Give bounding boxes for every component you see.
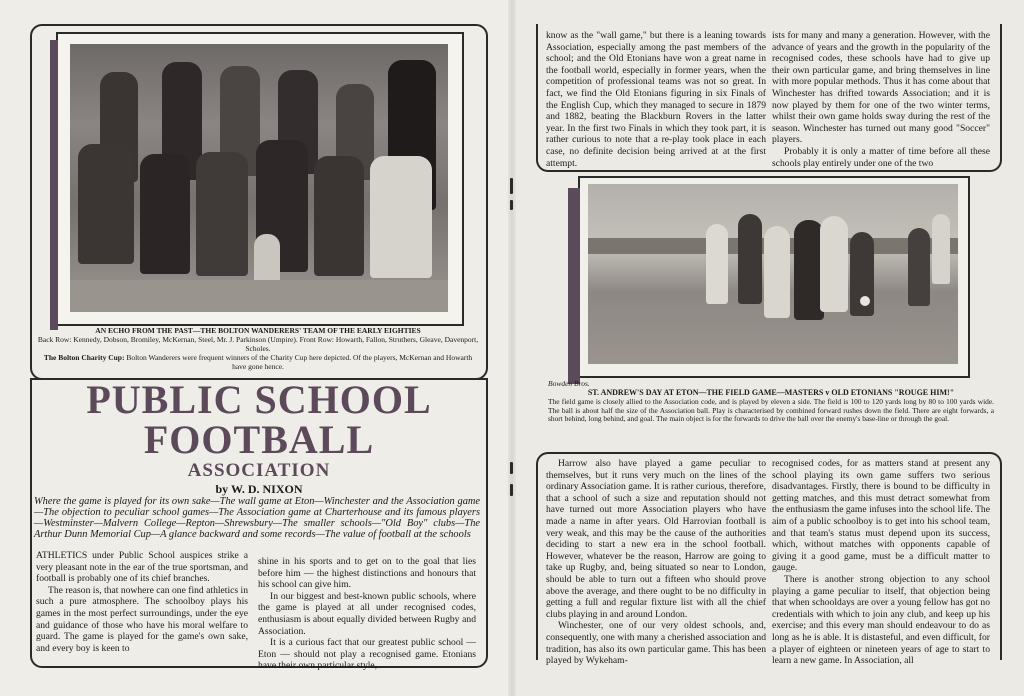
player-figure xyxy=(370,156,432,278)
player-figure xyxy=(764,226,790,318)
caption-cup-label: The Bolton Charity Cup: xyxy=(43,353,125,362)
caption-body: The field game is closely allied to the Association code, and is played by eleven a side. The field is 100 to 120 yards long by 80 to 100 yards wide. The ball is about half the size of the Association ball. Play is characterised by combined forward rushes down the field. There are eight forwards, a short behind, long behind, and goal. The main object is for the forwards to drive the ball over the enemy's base-line or through the goal. xyxy=(548,396,994,424)
player-figure xyxy=(314,156,364,276)
paragraph: Probably it is only a matter of time before all these schools play entirely under one of the two xyxy=(772,145,990,169)
paragraph: Winchester, one of our very oldest schools, and, consequently, one with many a cherished association and tradition, has also its own particular game. This has been played by Wykeham- xyxy=(546,620,766,667)
right-top-column-1 xyxy=(546,30,766,169)
caption-title: AN ECHO FROM THE PAST—THE BOLTON WANDERERS' TEAM OF THE EARLY EIGHTIES xyxy=(95,326,421,335)
photo-shadow xyxy=(568,188,580,384)
article-headline xyxy=(30,377,488,462)
left-column-2 xyxy=(258,556,476,672)
caption-cup-text: Bolton Wanderers were frequent winners of the Charity Cup here depicted. Of the players, McKernan and Howarth have gone hence. xyxy=(126,353,473,371)
player-figure xyxy=(908,228,930,306)
paragraph: recognised codes, for as matters stand at present any school playing its own game suffers two serious disadvantages. Firstly, there is bound to be difficulty in getting matches, and this must detract somewhat from the enthusiasm the game infuses into the school life. The aim of a public schoolboy is to get into his school team, and that team's status must depend upon its success, which, without matches with opponents capable of giving it a good game, must be a difficult matter to gauge. xyxy=(772,458,990,574)
player-figure xyxy=(820,216,848,312)
article-subhead: ASSOCIATION xyxy=(187,460,331,481)
team-photo-image xyxy=(70,44,448,312)
team-photo xyxy=(56,32,464,326)
paragraph: know as the "wall game," but there is a leaning towards Association, especially among the past members of the school; and the Old Etonians have won a great name in the football world, especially in former years, when the competition of professional teams was not so great. In fact, we find the Old Etonians figuring in six Finals of the English Cup, which they managed to secure in 1879 and 1882, beating the Blackburn Rovers in the latter year. In the first two Finals in which they took part, it is rather curious to note that a re-play took place in each case, no definite decision being arrived at at the first attempt. xyxy=(546,30,766,169)
eton-field-game-photo xyxy=(578,176,970,378)
right-top-column-2 xyxy=(772,30,990,169)
headline-line-1: PUBLIC SCHOOL xyxy=(86,377,432,422)
headline-line-2: FOOTBALL xyxy=(143,417,375,462)
page-gutter xyxy=(508,0,516,696)
gutter-mark xyxy=(510,462,513,474)
charity-cup-trophy xyxy=(254,234,280,284)
gutter-mark xyxy=(510,178,513,194)
player-figure xyxy=(706,224,728,304)
photo-ground xyxy=(70,280,448,312)
eton-photo-caption xyxy=(548,380,994,424)
player-figure xyxy=(78,144,134,264)
paragraph: In our biggest and best-known public schools, where the game is played at all under recognised codes, enthusiasm is about equally divided between Rugby and Association. xyxy=(258,590,476,637)
left-column-1 xyxy=(36,550,248,654)
paragraph: ATHLETICS under Public School auspices strike a very pleasant note in the ear of the true sportsman, and football is probably one of its chief branches. xyxy=(36,550,248,585)
player-figure xyxy=(196,152,248,276)
player-figure xyxy=(932,214,950,284)
gutter-mark xyxy=(510,484,513,496)
gutter-mark xyxy=(510,200,513,210)
player-figure xyxy=(738,214,762,304)
paragraph: The reason is, that nowhere can one find athletics in such a pure atmosphere. The schoolboy plays his games in the most perfect surroundings, under the eye and guidance of those who have his moral welfare to guard. The game is played for the game's own sake, and every boy is keen to xyxy=(36,584,248,654)
paragraph: Harrow also have played a game peculiar to themselves, but it runs very much on the lines of the ordinary Association game. It is rather curious, therefore, that a school of such a size and reputation should not have turned out more Association players who have made a name in after years. Old Harrovian football is very weak, and this may be the cause of the authorities deciding to start a new era in the school football. However, whatever be the reason, Harrow are going to take up Rugby, and, being situated so near to London, should be able to turn out a fifteen who should prove above the average, and there ought to be no difficulty in getting a full and regular fixture list with all the chief clubs playing in and around London. xyxy=(546,458,766,620)
article-standfirst: Where the game is played for its own sake—The wall game at Eton—Winchester and the Association game—The objection to peculiar school games—The Association game at Charterhouse and its famous players—Westminster—Malvern College—Repton—Shrewsbury—The smaller schools—"Old Boy" clubs—The Arthur Dunn Memorial Cup—A glance backward and some records—The value of football at the schools xyxy=(34,496,480,540)
photo-credit: Bowden Bros. xyxy=(548,379,590,388)
paragraph: There is another strong objection to any school playing a game peculiar to itself, that objection being that when schooldays are over a young fellow has got no credentials with which to join any club, and keep up his exercise; and this every man should endeavour to do as long as he is able. It is distasteful, and even difficult, for a player of eighteen or nineteen years of age to start to learn a new game. In Association, all xyxy=(772,573,990,667)
paragraph: shine in his sports and to get on to the goal that lies before him — the highest distinctions and honours that his school can give him. xyxy=(258,556,476,591)
photo-shadow xyxy=(50,40,58,330)
caption-title: ST. ANDREW'S DAY AT ETON—THE FIELD GAME—MASTERS v OLD ETONIANS "ROUGE HIM!" xyxy=(587,388,955,397)
paragraph: ists for many and many a generation. However, with the advance of years and the growth in the popularity of the recognised codes, these schools have had to give up their own particular game, and bring themselves in line with more popular methods. Thus it has come about that Winchester has drifted towards Association; and it is now played by them for one of the two winter terms, whilst their own game holds sway during the rest of the season. Winchester has turned out many good "Soccer" players. xyxy=(772,30,990,146)
article-byline: by W. D. NIXON xyxy=(215,482,303,496)
football xyxy=(860,296,870,306)
player-figure xyxy=(140,154,190,274)
caption-line: Back Row: Kennedy, Dobson, Bromiley, McKernan, Steel, Mr. J. Parkinson (Umpire). Front Row: Howarth, Fallon, Struthers, Gleave, Davenport, Scholes. xyxy=(37,335,479,353)
right-bottom-column-2 xyxy=(772,458,990,667)
paragraph: It is a curious fact that our greatest public school — Eton — should not play a recognised game. Etonians have their own particular style, xyxy=(258,637,476,672)
team-photo-caption xyxy=(36,326,480,371)
right-bottom-column-1 xyxy=(546,458,766,667)
eton-field-game-image xyxy=(588,184,958,364)
